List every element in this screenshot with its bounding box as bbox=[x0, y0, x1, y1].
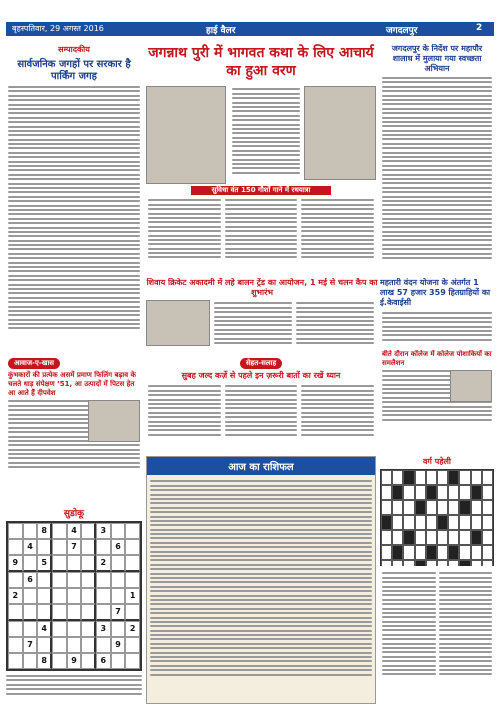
sudoku-cell: 6 bbox=[111, 539, 126, 555]
sudoku-cell bbox=[23, 604, 38, 621]
sudoku-cell bbox=[23, 621, 38, 637]
crossword-title: वर्ग पहेली bbox=[422, 457, 452, 466]
sudoku-cell: 9 bbox=[111, 637, 126, 653]
sudoku-cell bbox=[125, 539, 140, 555]
sudoku-cell bbox=[8, 621, 23, 637]
sudoku-cell: 8 bbox=[37, 523, 52, 539]
sudoku-cell bbox=[37, 604, 52, 621]
sudoku-cell bbox=[52, 653, 67, 669]
sudoku-cell bbox=[52, 572, 67, 588]
sudoku-cell bbox=[81, 604, 96, 621]
sudoku-cell bbox=[125, 637, 140, 653]
bottom-right-story bbox=[380, 350, 494, 450]
sudoku-cell: 3 bbox=[96, 523, 111, 539]
sudoku-cell bbox=[81, 621, 96, 637]
sudoku-cell bbox=[52, 588, 67, 604]
sudoku-cell: 7 bbox=[111, 604, 126, 621]
sudoku-cell bbox=[96, 572, 111, 588]
lead-headline: जगन्नाथ पुरी में भागवत कथा के लिए आचार्य का हुआ वरण bbox=[148, 45, 374, 79]
sudoku-cell bbox=[111, 653, 126, 669]
sudoku-cell bbox=[81, 588, 96, 604]
sudoku-cell bbox=[81, 653, 96, 669]
lead-photo-2 bbox=[304, 86, 376, 180]
sudoku-cell bbox=[37, 539, 52, 555]
sudoku-cell bbox=[111, 523, 126, 539]
editorial-title: सार्वजनिक जगहों पर सरकार है पार्किंग जगह bbox=[17, 59, 131, 82]
mid-left-headline: शिवाय क्रिकेट अकादमी में लहे बालन ट्रेंड का आयोजन, 1 मई से चलन कैप का शुभारंभ bbox=[146, 278, 378, 297]
sudoku-cell bbox=[125, 572, 140, 588]
rashifal-title: आज का राशिफल bbox=[147, 457, 375, 475]
crossword-box bbox=[380, 456, 494, 566]
sudoku-cell bbox=[67, 604, 82, 621]
header-date: बृहस्पतिवार, 29 अगस्त 2016 bbox=[12, 24, 104, 33]
sudoku-cell bbox=[81, 555, 96, 572]
sudoku-cell bbox=[37, 637, 52, 653]
mid-left-body bbox=[212, 300, 376, 346]
header-city: जगदलपुर bbox=[386, 26, 418, 36]
sudoku-cell bbox=[125, 523, 140, 539]
sudoku-cell: 2 bbox=[125, 621, 140, 637]
sudoku-cell: 4 bbox=[67, 523, 82, 539]
mid-photo bbox=[146, 300, 210, 346]
sudoku-cell bbox=[23, 555, 38, 572]
masthead-bar bbox=[6, 22, 494, 36]
sudoku-cell bbox=[81, 523, 96, 539]
sudoku-cell bbox=[67, 588, 82, 604]
sudoku-cell: 9 bbox=[8, 555, 23, 572]
sudoku-cell bbox=[67, 555, 82, 572]
rashifal-box bbox=[146, 456, 376, 704]
mid-left-headline-box bbox=[146, 278, 378, 298]
sudoku-cell bbox=[8, 637, 23, 653]
sudoku-cell bbox=[96, 604, 111, 621]
sudoku-cell bbox=[111, 572, 126, 588]
sudoku-cell bbox=[52, 621, 67, 637]
mid-right-headline: महतारी वंदन योजना के अंतर्गत 1 लाख 57 हजार 359 हितग्राहियों का ई.केवाईसी bbox=[380, 278, 491, 307]
sudoku-cell bbox=[52, 604, 67, 621]
sudoku-cell: 4 bbox=[23, 539, 38, 555]
sudoku-cell: 5 bbox=[37, 555, 52, 572]
sudoku-cell: 3 bbox=[96, 621, 111, 637]
bottom-left-story bbox=[6, 350, 142, 500]
sudoku-cell bbox=[8, 572, 23, 588]
sudoku-cell bbox=[52, 523, 67, 539]
sudoku-cell: 2 bbox=[96, 555, 111, 572]
sudoku-cell bbox=[67, 621, 82, 637]
sudoku-cell bbox=[96, 588, 111, 604]
sudoku-cell bbox=[8, 539, 23, 555]
bottom-left-photo bbox=[88, 400, 140, 442]
sudoku-cell: 1 bbox=[125, 588, 140, 604]
lead-headline-box bbox=[146, 44, 376, 84]
editorial-label: सम्पादकीय bbox=[58, 45, 90, 54]
sudoku-cell bbox=[37, 588, 52, 604]
sudoku-box bbox=[6, 506, 142, 706]
sudoku-cell bbox=[52, 637, 67, 653]
sudoku-cell bbox=[67, 637, 82, 653]
sudoku-cell: 9 bbox=[67, 653, 82, 669]
sudoku-cell bbox=[23, 588, 38, 604]
lead-body-1 bbox=[230, 86, 302, 184]
sudoku-cell bbox=[81, 572, 96, 588]
sudoku-grid bbox=[6, 521, 142, 671]
lead-photo-1 bbox=[146, 86, 226, 184]
header-brand: हाई वैलर bbox=[206, 26, 236, 36]
bottom-left-headline: कुंभकारों की प्रत्येक असमें प्रमाण फिलिंग बढ़ाव के चलते धाड़ संपेक्षण ’51, आ उत्पादों में पिटस हेत आ आते हैं दीपवेश bbox=[8, 371, 136, 397]
sudoku-cell bbox=[37, 572, 52, 588]
sudoku-cell bbox=[8, 523, 23, 539]
sudoku-cell: 7 bbox=[23, 637, 38, 653]
sudoku-cell bbox=[8, 604, 23, 621]
sudoku-cell bbox=[111, 588, 126, 604]
mid-right-headline-box bbox=[380, 278, 494, 308]
sudoku-cell bbox=[96, 539, 111, 555]
page-number: 2 bbox=[476, 23, 483, 33]
sudoku-cell bbox=[8, 653, 23, 669]
bottom-mid-label: सेहत-सलाह bbox=[240, 358, 282, 369]
sudoku-cell: 8 bbox=[37, 653, 52, 669]
sudoku-cell: 4 bbox=[37, 621, 52, 637]
sudoku-cell: 7 bbox=[67, 539, 82, 555]
sudoku-cell bbox=[23, 653, 38, 669]
sudoku-cell bbox=[81, 539, 96, 555]
sudoku-cell bbox=[67, 572, 82, 588]
sudoku-cell bbox=[81, 637, 96, 653]
crossword-grid bbox=[380, 469, 494, 566]
sudoku-cell bbox=[52, 555, 67, 572]
crossword-clues bbox=[380, 570, 494, 706]
editorial-column bbox=[6, 42, 142, 342]
sudoku-cell bbox=[23, 523, 38, 539]
bottom-mid-story bbox=[146, 350, 376, 450]
editorial-body bbox=[8, 86, 140, 329]
right-top-story bbox=[380, 44, 494, 276]
sudoku-cell bbox=[96, 637, 111, 653]
bottom-right-headline: बीते दौरान कॉलेज में कोलेज पोशाकियों का समलैशन bbox=[382, 350, 492, 367]
bottom-mid-headline: सुबह जल्द कर्ज़े से पहले इन ज़रूरी बातों का रखें ध्यान bbox=[181, 371, 341, 380]
sudoku-cell: 6 bbox=[23, 572, 38, 588]
bottom-left-label: आवाज-ए-खास bbox=[8, 358, 60, 369]
sudoku-cell bbox=[125, 555, 140, 572]
sudoku-title: सुडोकू bbox=[63, 509, 85, 519]
sudoku-cell: 6 bbox=[96, 653, 111, 669]
sudoku-cell bbox=[111, 621, 126, 637]
lead-body-2 bbox=[146, 186, 376, 276]
right-top-headline: जगदलपुर के निर्देश पर महापौर शालाध में मुलाया गया स्वच्छता अभियान bbox=[391, 44, 483, 73]
mid-right-body bbox=[380, 310, 494, 346]
sudoku-cell bbox=[125, 653, 140, 669]
bottom-right-photo bbox=[450, 370, 492, 402]
lead-photo-caption: सुविधा वंत 150 गौशों गाने में रथयात्रा bbox=[191, 186, 331, 195]
sudoku-cell bbox=[52, 539, 67, 555]
sudoku-cell bbox=[111, 555, 126, 572]
masthead bbox=[0, 0, 500, 40]
sudoku-cell bbox=[125, 604, 140, 621]
sudoku-cell: 2 bbox=[8, 588, 23, 604]
